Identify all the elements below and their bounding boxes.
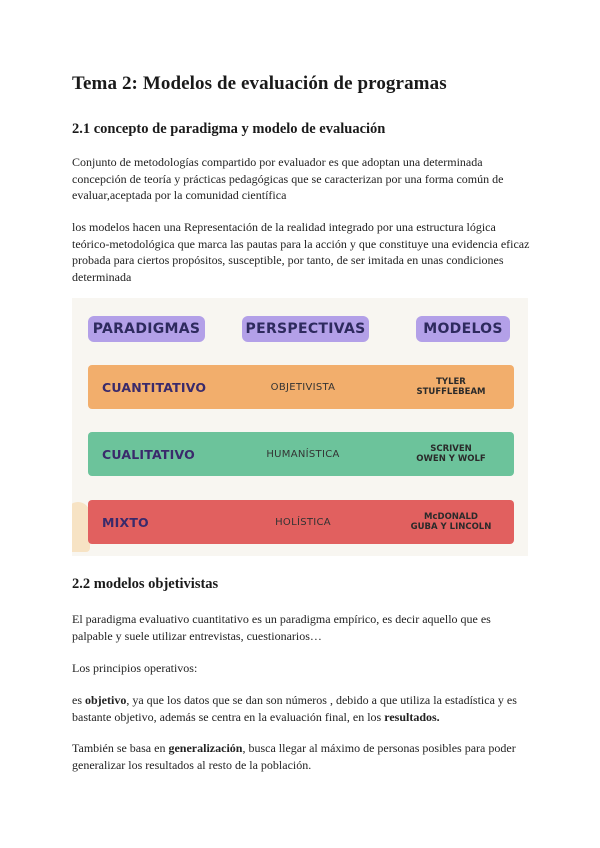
row-cualitativo [88,432,514,476]
text-fragment: es [72,693,85,707]
model-line-1: McDONALD [424,511,478,522]
paradigm-label: CUALITATIVO [102,446,195,462]
row-cuantitativo [88,365,514,409]
header-perspectivas: PERSPECTIVAS [242,316,369,342]
text-fragment: , busca llegar al máximo de personas posibles para poder generalizar los resultados al resto de la población. [72,741,516,772]
objective-principle-paragraph [72,692,532,725]
text-fragment: , ya que los datos que se dan son números , debido a que utiliza la estadística y es bastante objetivo, además se centra en la evaluación final, en los [72,693,517,724]
section-heading-2-1: 2.1 concepto de paradigma y modelo de evaluación [72,121,386,137]
generalization-principle-paragraph [72,740,532,773]
model-line-1: TYLER [436,376,466,387]
section-heading-2-2: 2.2 modelos objetivistas [72,576,219,592]
paradigms-infographic [72,298,528,556]
bold-term-resultados: resultados. [384,709,440,724]
row-mixto [88,500,514,544]
model-line-1: SCRIVEN [430,443,472,454]
perspective-label: HOLÍSTICA [275,516,331,528]
perspective-label: OBJETIVISTA [270,381,336,393]
bold-term-objetivo: objetivo [85,693,127,707]
header-paradigmas: PARADIGMAS [88,316,205,342]
header-modelos: MODELOS [416,316,510,342]
bold-term-generalizacion: generalización [168,741,243,755]
paradigm-definition-paragraph: Conjunto de metodologías compartido por evaluador es que adoptan una determinada concepción de teoría y prácticas pedagógicas que se caracterizan por una forma común de evaluar,aceptada por la comunidad científica [72,155,504,202]
models-label [396,432,506,476]
quantitative-paradigm-paragraph: El paradigma evaluativo cuantitativo es un paradigma empírico, es decir aquello que es palpable y suele utilizar entrevistas, cuestionarios… [72,612,491,643]
perspective-label: HUMANÍSTICA [266,448,340,460]
model-line-2: OWEN Y WOLF [416,454,486,464]
models-label [396,365,506,409]
model-line-2: GUBA Y LINCOLN [410,522,492,532]
paradigm-label: CUANTITATIVO [102,379,207,395]
page-title: Tema 2: Modelos de evaluación de programas [72,73,447,94]
model-line-2: STUFFLEBEAM [416,387,486,397]
operative-principles-paragraph: Los principios operativos: [72,661,198,675]
model-definition-paragraph: los modelos hacen una Representación de la realidad integrado por una estructura lógica teórico-metodológica que marca las pautas para la acción y que constituye una evidencia eficaz probada para ciertos propósitos, susceptible, por tanto, de ser imitada en unas condiciones determinada [72,220,530,284]
paradigm-label: MIXTO [102,514,149,530]
models-label [396,500,506,544]
text-fragment: También se basa en [72,741,169,755]
